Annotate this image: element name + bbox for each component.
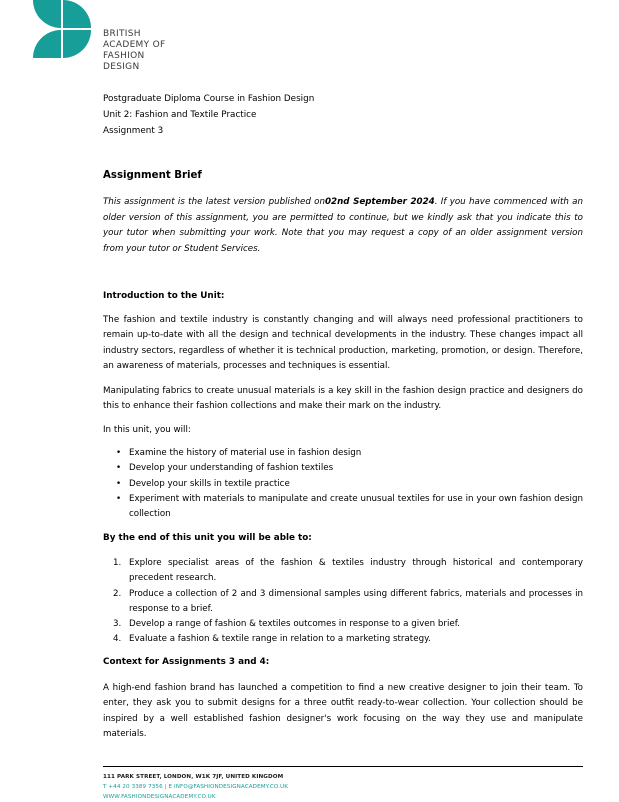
intro-paragraph-3: In this unit, you will: [103,425,191,435]
academy-logo-icon [33,0,91,58]
footer-address: 111 PARK STREET, LONDON, W1K 7JF, UNITED KINGDOM [103,774,284,780]
footer-contact: T +44 20 3389 7356 | E INFO@FASHIONDESIGNACADEMY.CO.UK [103,784,289,790]
intro-heading: Introduction to the Unit: [103,291,225,301]
context-heading: Context for Assignments 3 and 4: [103,657,270,667]
footer-divider [103,766,583,767]
assignment-brief-heading: Assignment Brief [103,170,202,181]
list-item [103,556,583,587]
brief-date: 02nd September 2024 [325,197,435,207]
intro-paragraph-1: The fashion and textile industry is constantly changing and will always need professional practitioners to remain up-to-date with all the design and technical developments in the industry. These changes impact all industry sectors, regardless of whether it is technical production, marketing, promotion, or design. Therefore, an awareness of materials, processes and techniques is essential. [103,315,583,371]
brand-name [103,29,165,73]
list-item [103,617,583,632]
brief-text-after: . If you have commenced with an older version of this assignment, you are permitted to continue, but we kindly ask that you indicate this to your tutor when submitting your work. Note that you may request a copy of an older assignment version from your tutor or Student Services. [103,197,583,254]
outcome-text: Explore specialist areas of the fashion & textiles industry through historical and contemporary precedent research. [129,558,583,584]
bullet-text: Develop your skills in textile practice [129,478,290,489]
unit-bullet-list [103,446,583,522]
list-number: 4. [113,634,122,645]
bullet-icon: • [116,478,122,489]
programme-name: Postgraduate Diploma Course in Fashion Design [103,94,315,104]
bullet-text: Experiment with materials to manipulate and create unusual textiles for use in your own fashion design collection [129,493,583,520]
list-item [103,446,583,461]
brand-line: BRITISH [103,29,141,39]
brand-line: ACADEMY OF [103,40,166,50]
outcome-text: Develop a range of fashion & textiles outcomes in response to a given brief. [129,619,460,630]
unit-name: Unit 2: Fashion and Textile Practice [103,110,257,120]
intro-paragraph-2: Manipulating fabrics to create unusual materials is a key skill in the fashion design practice and designers do this to enhance their fashion collections and make their mark on the industry. [103,386,583,412]
assignment-brief-text [103,195,583,257]
brief-text-before: This assignment is the latest version published on [103,197,325,207]
bullet-text: Examine the history of material use in fashion design [129,448,362,458]
outcomes-heading: By the end of this unit you will be able to: [103,533,312,543]
list-item [103,477,583,492]
bullet-text: Develop your understanding of fashion textiles [129,463,334,474]
outcome-text: Produce a collection of 2 and 3 dimensional samples using different fabrics, materials and processes in response to a brief. [129,588,583,614]
footer-website-link[interactable]: WWW.FASHIONDESIGNACADEMY.CO.UK [103,794,216,800]
list-item [103,587,583,618]
course-info [103,91,314,139]
footer [103,772,288,802]
outcome-text: Evaluate a fashion & textile range in relation to a marketing strategy. [129,634,431,645]
outcomes-numbered-list [103,556,583,648]
list-item [103,461,583,476]
brand-line: FASHION [103,51,145,61]
brand-line: DESIGN [103,62,140,72]
bullet-icon: • [116,448,122,458]
context-paragraph: A high-end fashion brand has launched a competition to find a new creative designer to join their team. To enter, they ask you to submit designs for a three outfit ready-to-wear collection. Your collection should be inspired by a well established fashion designer's work focusing on the way they use and manipulate materials. [103,683,583,739]
bullet-icon: • [116,463,122,474]
bullet-icon: • [116,493,122,504]
list-number: 2. [113,588,122,599]
list-item [103,492,583,523]
list-number: 1. [113,558,122,568]
list-number: 3. [113,619,122,630]
list-item [103,632,583,647]
assignment-number: Assignment 3 [103,126,164,136]
